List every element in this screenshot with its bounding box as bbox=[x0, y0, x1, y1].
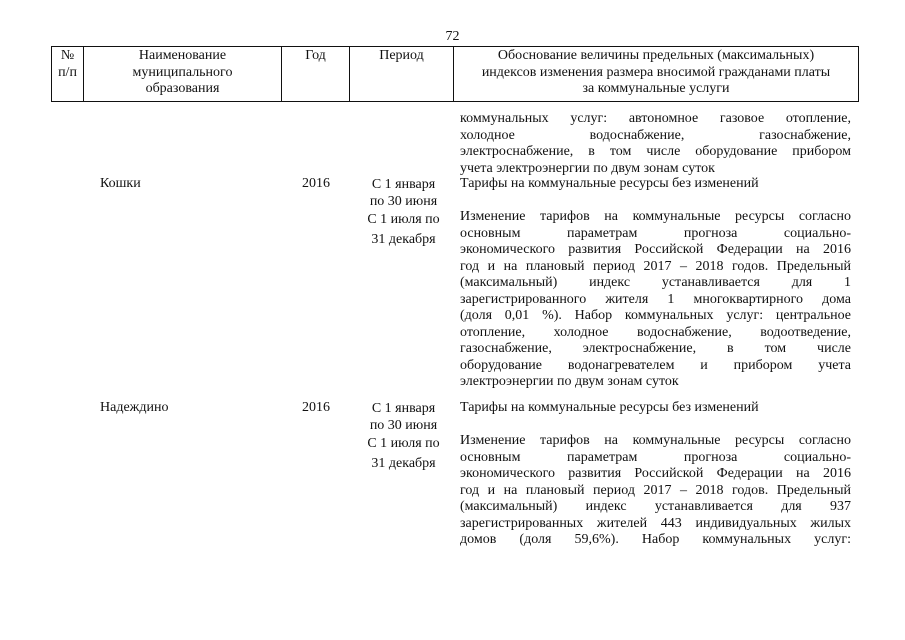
header-year: Год bbox=[305, 48, 326, 63]
row-municipality: Надеждино bbox=[100, 400, 169, 415]
header-municipality: Наименование муниципального образования bbox=[132, 48, 233, 96]
row-year: 2016 bbox=[302, 176, 330, 191]
row-justification-second-half: Изменение тарифов на коммунальные ресурсы согласно основным параметрам прогноза социально- экономического развития Российской Федерации на 2016 год и на плановый период 2017 – 2018 годов. Предельный (максимальный) индекс устанавливается для 1 зарегистрированного жителя 1 многоквартирного дома (доля 0,01 %). Набор коммунальных услуг: центральное отопление, холодное водоснабжение, водоотведение, газоснабжение, электроснабжение, в том числе оборудование водонагревателем и прибором учета электроэнергии по двум зонам суток bbox=[460, 209, 851, 389]
header-justification: Обоснование величины предельных (максимальных) индексов изменения размера вносимой гражданами платы за коммунальные услуги bbox=[481, 48, 831, 96]
row-year: 2016 bbox=[302, 400, 330, 415]
row-period-first-half: С 1 января по 30 июня bbox=[369, 401, 438, 433]
continued-justification: коммунальных услуг: автономное газовое отопление, холодное водоснабжение, газоснабжение, электроснабжение, в том числе оборудование прибором учета электроэнергии по двум зонам суток bbox=[460, 111, 851, 176]
header-number: № п/п bbox=[58, 48, 77, 80]
row-justification-second-half: Изменение тарифов на коммунальные ресурсы согласно основным параметрам прогноза социально- экономического развития Российской Федерации на 2016 год и на плановый период 2017 – 2018 годов. Предельный (максимальный) индекс устанавливается для 937 зарегистрированных жителей 443 индивидуальных жилых домов (доля 59,6%). Набор коммунальных услуг: bbox=[460, 433, 851, 547]
row-justification-first-half: Тарифы на коммунальные ресурсы без изменений bbox=[460, 400, 759, 415]
row-justification-first-half: Тарифы на коммунальные ресурсы без изменений bbox=[460, 176, 759, 191]
row-municipality: Кошки bbox=[100, 176, 141, 191]
row-period-second-half: С 1 июля по 31 декабря bbox=[367, 436, 440, 471]
row-period-second-half: С 1 июля по 31 декабря bbox=[367, 212, 440, 247]
row-period-first-half: С 1 января по 30 июня bbox=[369, 177, 438, 209]
header-period: Период bbox=[379, 48, 424, 63]
table-header bbox=[51, 46, 859, 102]
page-number: 72 bbox=[445, 29, 460, 44]
